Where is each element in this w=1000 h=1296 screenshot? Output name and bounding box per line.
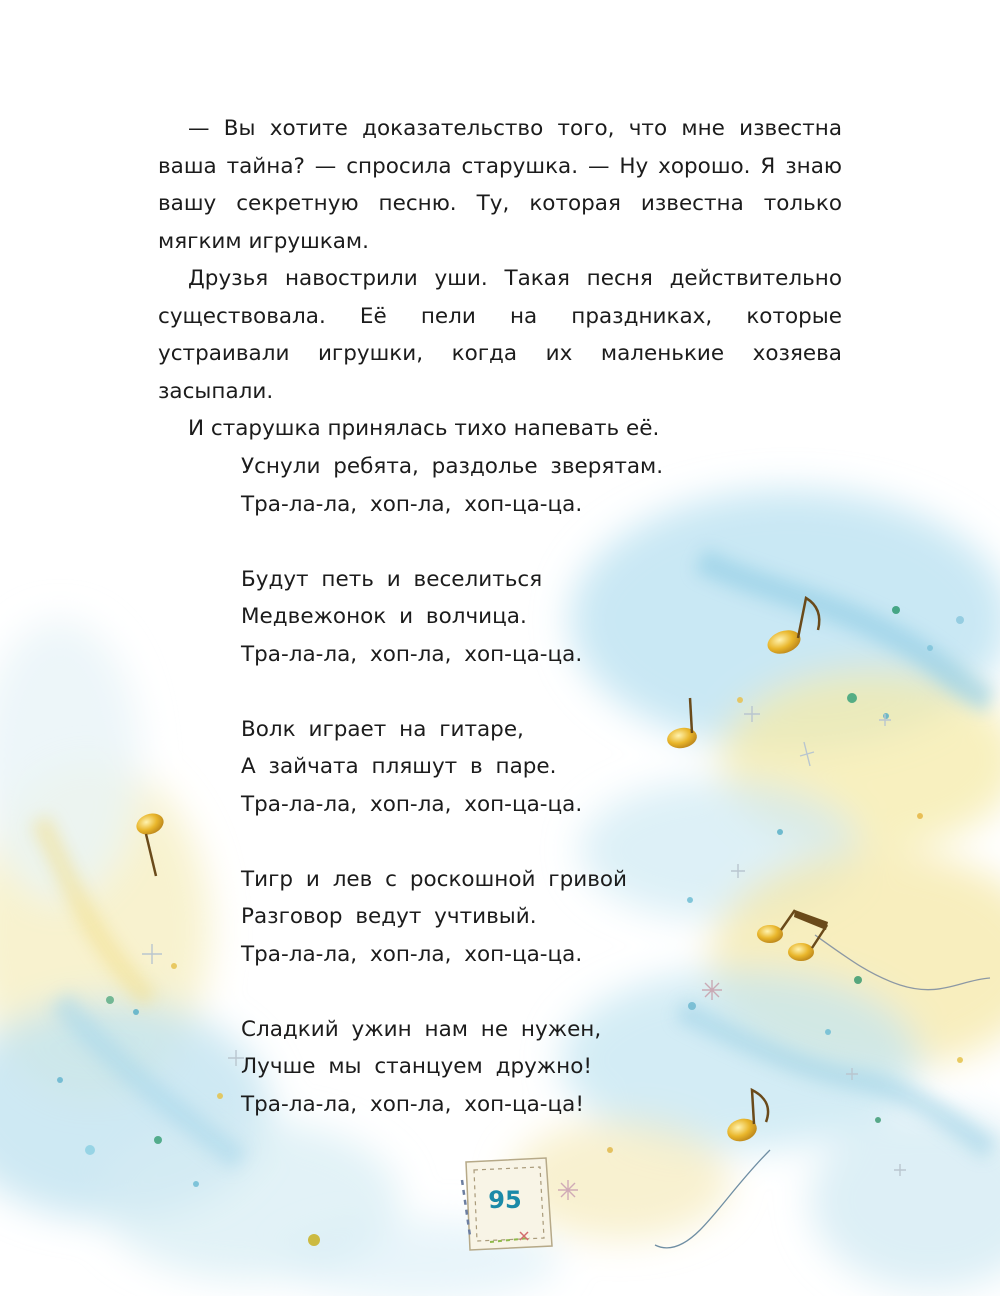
poem-stanza [241, 861, 761, 974]
poem-stanza [241, 448, 761, 523]
poem-line: Лучше мы станцуем дружно! [241, 1054, 593, 1079]
poem-refrain: Тра-ла-ла, хоп-ла, хоп-ца-ца! [241, 1091, 584, 1117]
poem-stanza [241, 1011, 761, 1124]
page-number: 95 [488, 1186, 522, 1214]
poem-stanza [241, 561, 761, 674]
poem-line: Будут петь и веселиться [241, 566, 543, 592]
story-paragraph: И старушка принялась тихо напевать её. [188, 416, 660, 441]
story-paragraph: — Вы хотите доказательство того, что мне известна ваша тайна? — спросила старушка. — Ну хорошо. Я знаю вашу секретную песню. Ту, которая известна только мягким игрушкам. [158, 116, 842, 254]
poem-line: Тигр и лев с роскошной гривой [241, 866, 627, 892]
poem-line: Медвежонок и волчица. [241, 604, 527, 629]
poem-refrain: Тра-ла-ла, хоп-ла, хоп-ца-ца. [241, 941, 583, 967]
poem-line: А зайчата пляшут в паре. [241, 754, 557, 779]
story-paragraph: Друзья навострили уши. Такая песня действительно существовала. Её пели на праздниках, которые устраивали игрушки, когда их маленькие хозяева засыпали. [158, 266, 842, 404]
song-poem [241, 448, 761, 1161]
poem-refrain: Тра-ла-ла, хоп-ла, хоп-ца-ца. [241, 641, 583, 667]
poem-stanza [241, 711, 761, 824]
poem-refrain: Тра-ла-ла, хоп-ла, хоп-ца-ца. [241, 791, 583, 817]
poem-line: Уснули ребята, раздолье зверятам. [241, 454, 664, 479]
story-text [158, 110, 842, 448]
poem-line: Сладкий ужин нам не нужен, [241, 1016, 602, 1042]
poem-line: Волк играет на гитаре, [241, 716, 524, 742]
poem-refrain: Тра-ла-ла, хоп-ла, хоп-ца-ца. [241, 491, 583, 517]
poem-line: Разговор ведут учтивый. [241, 904, 537, 929]
